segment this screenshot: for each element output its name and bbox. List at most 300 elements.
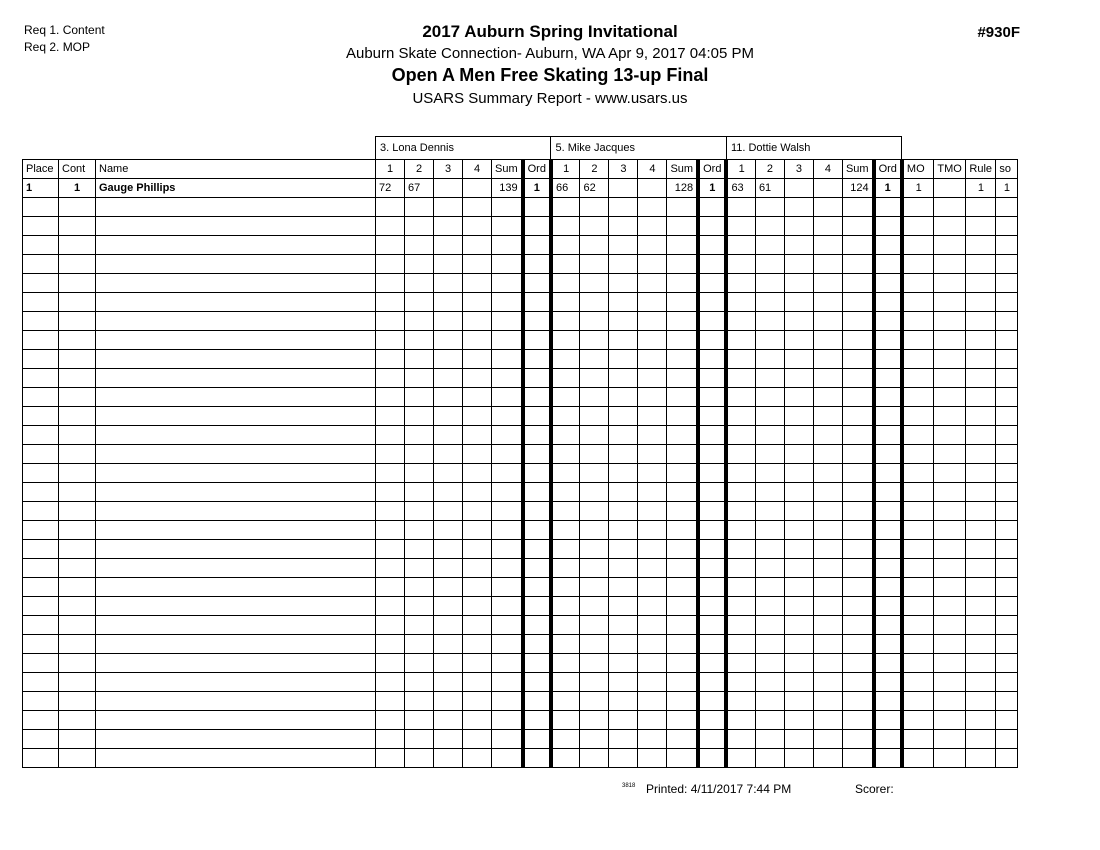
score-cell xyxy=(638,464,667,483)
score-cell xyxy=(813,236,842,255)
score-cell xyxy=(551,464,580,483)
score-cell xyxy=(784,179,813,198)
score-cell xyxy=(726,331,755,350)
score-cell xyxy=(755,654,784,673)
sum-cell xyxy=(842,635,873,654)
score-cell xyxy=(755,749,784,768)
score-cell xyxy=(551,445,580,464)
place-cell xyxy=(23,350,59,369)
score-cell xyxy=(405,730,434,749)
score-cell xyxy=(551,369,580,388)
score-cell xyxy=(405,331,434,350)
col-header-cont: Cont xyxy=(59,160,96,179)
mo-cell xyxy=(902,426,934,445)
ord-cell xyxy=(523,274,551,293)
score-cell xyxy=(755,255,784,274)
score-cell xyxy=(813,749,842,768)
cont-cell xyxy=(59,426,96,445)
ord-cell xyxy=(523,217,551,236)
cont-cell xyxy=(59,616,96,635)
place-cell xyxy=(23,369,59,388)
sum-cell: 128 xyxy=(667,179,698,198)
score-cell xyxy=(638,521,667,540)
score-cell xyxy=(376,616,405,635)
cont-cell xyxy=(59,502,96,521)
score-cell xyxy=(376,331,405,350)
score-cell xyxy=(580,521,609,540)
requirement-line-2: Req 2. MOP xyxy=(24,40,91,54)
score-cell xyxy=(551,483,580,502)
place-cell xyxy=(23,692,59,711)
score-cell xyxy=(638,445,667,464)
ord-cell xyxy=(698,711,726,730)
score-cell xyxy=(580,559,609,578)
score-cell xyxy=(405,654,434,673)
rule-cell xyxy=(966,730,996,749)
place-cell xyxy=(23,407,59,426)
score-cell xyxy=(434,559,463,578)
ord-cell xyxy=(874,293,902,312)
col-header-judge2-4: 4 xyxy=(638,160,667,179)
score-cell xyxy=(609,521,638,540)
score-cell xyxy=(609,502,638,521)
col-header-judge3-1: 1 xyxy=(726,160,755,179)
score-cell xyxy=(784,559,813,578)
ord-cell xyxy=(874,597,902,616)
score-cell xyxy=(813,635,842,654)
score-cell xyxy=(376,293,405,312)
score-cell xyxy=(405,711,434,730)
score-cell xyxy=(726,540,755,559)
place-cell xyxy=(23,711,59,730)
score-cell xyxy=(609,217,638,236)
cont-cell xyxy=(59,711,96,730)
score-cell xyxy=(609,692,638,711)
sum-cell xyxy=(667,312,698,331)
score-cell xyxy=(755,673,784,692)
ord-cell xyxy=(523,407,551,426)
name-cell xyxy=(96,597,376,616)
score-cell xyxy=(405,255,434,274)
score-cell xyxy=(463,559,492,578)
col-header-judge1-4: 4 xyxy=(463,160,492,179)
score-cell xyxy=(405,483,434,502)
so-cell xyxy=(996,426,1018,445)
so-cell xyxy=(996,635,1018,654)
score-cell xyxy=(638,369,667,388)
ord-cell xyxy=(523,198,551,217)
score-cell xyxy=(638,730,667,749)
score-cell xyxy=(434,502,463,521)
ord-cell xyxy=(698,236,726,255)
ord-cell xyxy=(874,673,902,692)
score-cell xyxy=(376,749,405,768)
score-cell xyxy=(463,597,492,616)
ord-cell xyxy=(698,540,726,559)
score-cell xyxy=(376,445,405,464)
name-cell xyxy=(96,255,376,274)
score-cell xyxy=(551,559,580,578)
score-cell xyxy=(755,331,784,350)
ord-cell xyxy=(874,692,902,711)
sum-cell xyxy=(492,274,523,293)
ord-cell xyxy=(698,559,726,578)
score-cell: 72 xyxy=(376,179,405,198)
tmo-cell xyxy=(934,179,966,198)
score-cell xyxy=(463,464,492,483)
mo-cell xyxy=(902,521,934,540)
sum-cell xyxy=(492,597,523,616)
score-cell xyxy=(755,540,784,559)
rule-cell xyxy=(966,426,996,445)
score-cell xyxy=(551,312,580,331)
empty-row xyxy=(23,426,1018,445)
ord-cell xyxy=(874,274,902,293)
score-cell xyxy=(813,464,842,483)
empty-row xyxy=(23,692,1018,711)
sum-cell xyxy=(492,502,523,521)
so-cell xyxy=(996,559,1018,578)
score-cell xyxy=(726,559,755,578)
score-cell xyxy=(434,445,463,464)
rule-cell xyxy=(966,635,996,654)
score-cell xyxy=(784,255,813,274)
rule-cell xyxy=(966,692,996,711)
tmo-cell xyxy=(934,388,966,407)
mo-cell: 1 xyxy=(902,179,934,198)
score-cell xyxy=(580,502,609,521)
ord-cell xyxy=(874,217,902,236)
score-cell: 63 xyxy=(726,179,755,198)
score-cell xyxy=(463,540,492,559)
score-cell xyxy=(551,540,580,559)
score-cell xyxy=(376,217,405,236)
so-cell xyxy=(996,255,1018,274)
score-cell xyxy=(551,654,580,673)
mo-cell xyxy=(902,749,934,768)
rule-cell xyxy=(966,350,996,369)
sum-cell xyxy=(492,559,523,578)
ord-cell xyxy=(523,483,551,502)
score-cell xyxy=(726,236,755,255)
empty-row xyxy=(23,255,1018,274)
score-cell xyxy=(463,407,492,426)
mo-cell xyxy=(902,502,934,521)
col-header-rule: Rule xyxy=(966,160,996,179)
score-cell xyxy=(551,388,580,407)
tmo-cell xyxy=(934,673,966,692)
ord-cell xyxy=(874,578,902,597)
score-cell xyxy=(726,274,755,293)
ord-cell xyxy=(523,730,551,749)
rule-cell xyxy=(966,673,996,692)
score-cell xyxy=(434,464,463,483)
score-cell xyxy=(755,388,784,407)
ord-cell xyxy=(698,255,726,274)
cont-cell xyxy=(59,350,96,369)
sum-cell xyxy=(492,692,523,711)
tmo-cell xyxy=(934,198,966,217)
score-cell xyxy=(580,692,609,711)
name-cell xyxy=(96,293,376,312)
empty-row xyxy=(23,749,1018,768)
score-cell xyxy=(609,293,638,312)
score-cell xyxy=(813,198,842,217)
score-cell xyxy=(609,312,638,331)
rule-cell: 1 xyxy=(966,179,996,198)
sum-cell xyxy=(842,198,873,217)
ord-cell xyxy=(523,635,551,654)
score-cell xyxy=(784,502,813,521)
score-cell xyxy=(434,388,463,407)
score-cell xyxy=(580,464,609,483)
col-header-judge3-2: 2 xyxy=(755,160,784,179)
sum-cell xyxy=(667,692,698,711)
ord-cell xyxy=(698,616,726,635)
score-cell xyxy=(755,597,784,616)
mo-cell xyxy=(902,407,934,426)
place-cell xyxy=(23,217,59,236)
score-cell xyxy=(813,616,842,635)
score-cell xyxy=(784,369,813,388)
score-cell xyxy=(551,521,580,540)
score-cell xyxy=(813,179,842,198)
ord-cell xyxy=(698,331,726,350)
name-cell xyxy=(96,559,376,578)
score-cell xyxy=(463,331,492,350)
score-cell xyxy=(638,711,667,730)
name-cell xyxy=(96,502,376,521)
score-cell xyxy=(726,654,755,673)
ord-cell xyxy=(523,331,551,350)
summary-table xyxy=(22,136,1018,768)
so-cell: 1 xyxy=(996,179,1018,198)
ord-cell xyxy=(874,730,902,749)
score-cell xyxy=(784,426,813,445)
score-cell xyxy=(755,483,784,502)
score-cell xyxy=(434,407,463,426)
score-cell xyxy=(551,255,580,274)
ord-cell xyxy=(698,483,726,502)
score-cell xyxy=(376,369,405,388)
so-cell xyxy=(996,312,1018,331)
sum-cell xyxy=(492,711,523,730)
sum-cell: 139 xyxy=(492,179,523,198)
rule-cell xyxy=(966,654,996,673)
tmo-cell xyxy=(934,521,966,540)
score-cell xyxy=(784,388,813,407)
tmo-cell xyxy=(934,464,966,483)
score-cell xyxy=(726,502,755,521)
score-cell xyxy=(755,426,784,445)
score-cell xyxy=(784,445,813,464)
col-header-judge1-sum: Sum xyxy=(492,160,523,179)
score-cell xyxy=(405,369,434,388)
judge-row-spacer-right xyxy=(902,137,1018,160)
ord-cell xyxy=(874,255,902,274)
tmo-cell xyxy=(934,331,966,350)
score-cell xyxy=(434,255,463,274)
empty-row xyxy=(23,597,1018,616)
sum-cell xyxy=(667,654,698,673)
ord-cell xyxy=(698,635,726,654)
score-cell xyxy=(463,692,492,711)
sum-cell xyxy=(492,730,523,749)
cont-cell xyxy=(59,635,96,654)
mo-cell xyxy=(902,369,934,388)
mo-cell xyxy=(902,274,934,293)
sum-cell xyxy=(667,616,698,635)
score-cell xyxy=(638,692,667,711)
score-cell xyxy=(580,578,609,597)
score-cell xyxy=(580,540,609,559)
score-cell xyxy=(609,255,638,274)
mo-cell xyxy=(902,711,934,730)
ord-cell xyxy=(698,293,726,312)
cont-cell xyxy=(59,388,96,407)
score-cell xyxy=(376,198,405,217)
score-cell xyxy=(755,502,784,521)
score-cell xyxy=(580,730,609,749)
score-cell xyxy=(784,217,813,236)
score-cell xyxy=(405,464,434,483)
sum-cell xyxy=(667,236,698,255)
rule-cell xyxy=(966,369,996,388)
score-cell xyxy=(726,521,755,540)
ord-cell xyxy=(698,217,726,236)
score-cell xyxy=(405,578,434,597)
score-cell xyxy=(434,673,463,692)
name-cell xyxy=(96,521,376,540)
ord-cell xyxy=(698,692,726,711)
tmo-cell xyxy=(934,654,966,673)
score-cell xyxy=(813,369,842,388)
tmo-cell xyxy=(934,369,966,388)
place-cell xyxy=(23,312,59,331)
ord-cell xyxy=(874,331,902,350)
ord-cell xyxy=(523,521,551,540)
name-cell xyxy=(96,236,376,255)
score-cell xyxy=(434,540,463,559)
ord-cell xyxy=(523,540,551,559)
score-cell xyxy=(726,597,755,616)
sum-cell xyxy=(667,597,698,616)
ord-cell xyxy=(874,483,902,502)
sum-cell xyxy=(842,464,873,483)
cont-cell xyxy=(59,578,96,597)
ord-cell xyxy=(698,445,726,464)
score-cell xyxy=(434,711,463,730)
empty-row xyxy=(23,388,1018,407)
score-cell xyxy=(813,578,842,597)
name-cell xyxy=(96,692,376,711)
cont-cell xyxy=(59,369,96,388)
score-cell xyxy=(813,312,842,331)
score-cell xyxy=(755,217,784,236)
score-cell xyxy=(784,483,813,502)
col-header-place: Place xyxy=(23,160,59,179)
score-cell xyxy=(551,426,580,445)
rule-cell xyxy=(966,502,996,521)
cont-cell: 1 xyxy=(59,179,96,198)
tmo-cell xyxy=(934,692,966,711)
score-cell xyxy=(609,749,638,768)
cont-cell xyxy=(59,217,96,236)
cont-cell xyxy=(59,255,96,274)
competition-title: 2017 Auburn Spring Invitational xyxy=(422,22,678,41)
cont-cell xyxy=(59,692,96,711)
sum-cell xyxy=(667,350,698,369)
score-cell xyxy=(726,312,755,331)
empty-row xyxy=(23,635,1018,654)
score-cell xyxy=(580,749,609,768)
score-cell xyxy=(551,274,580,293)
score-cell xyxy=(726,730,755,749)
score-cell xyxy=(755,293,784,312)
score-cell xyxy=(726,407,755,426)
rule-cell xyxy=(966,521,996,540)
sum-cell xyxy=(667,274,698,293)
score-cell xyxy=(813,293,842,312)
ord-cell xyxy=(698,521,726,540)
printed-timestamp: Printed: 4/11/2017 7:44 PM xyxy=(646,782,792,796)
score-cell xyxy=(726,749,755,768)
score-cell xyxy=(580,388,609,407)
score-cell xyxy=(755,692,784,711)
ord-cell xyxy=(698,388,726,407)
so-cell xyxy=(996,274,1018,293)
score-cell xyxy=(638,350,667,369)
sum-cell xyxy=(842,654,873,673)
score-cell xyxy=(551,616,580,635)
sum-cell xyxy=(842,730,873,749)
empty-row xyxy=(23,198,1018,217)
score-cell xyxy=(463,521,492,540)
score-cell xyxy=(580,293,609,312)
score-cell xyxy=(463,274,492,293)
sum-cell xyxy=(842,616,873,635)
sum-cell xyxy=(842,236,873,255)
tmo-cell xyxy=(934,426,966,445)
sum-cell xyxy=(492,749,523,768)
score-cell xyxy=(726,711,755,730)
score-cell xyxy=(580,616,609,635)
col-header-judge2-ord: Ord xyxy=(698,160,726,179)
score-cell xyxy=(726,426,755,445)
score-cell xyxy=(405,749,434,768)
ord-cell xyxy=(874,749,902,768)
place-cell xyxy=(23,559,59,578)
rule-cell xyxy=(966,711,996,730)
rule-cell xyxy=(966,331,996,350)
score-cell xyxy=(784,749,813,768)
score-cell xyxy=(551,692,580,711)
sum-cell xyxy=(842,711,873,730)
name-cell xyxy=(96,198,376,217)
score-cell xyxy=(434,217,463,236)
mo-cell xyxy=(902,464,934,483)
score-cell xyxy=(638,236,667,255)
score-cell xyxy=(376,388,405,407)
score-cell xyxy=(376,407,405,426)
empty-row xyxy=(23,502,1018,521)
score-cell xyxy=(638,293,667,312)
mo-cell xyxy=(902,388,934,407)
so-cell xyxy=(996,711,1018,730)
score-cell xyxy=(580,635,609,654)
sum-cell xyxy=(492,426,523,445)
ord-cell xyxy=(874,711,902,730)
